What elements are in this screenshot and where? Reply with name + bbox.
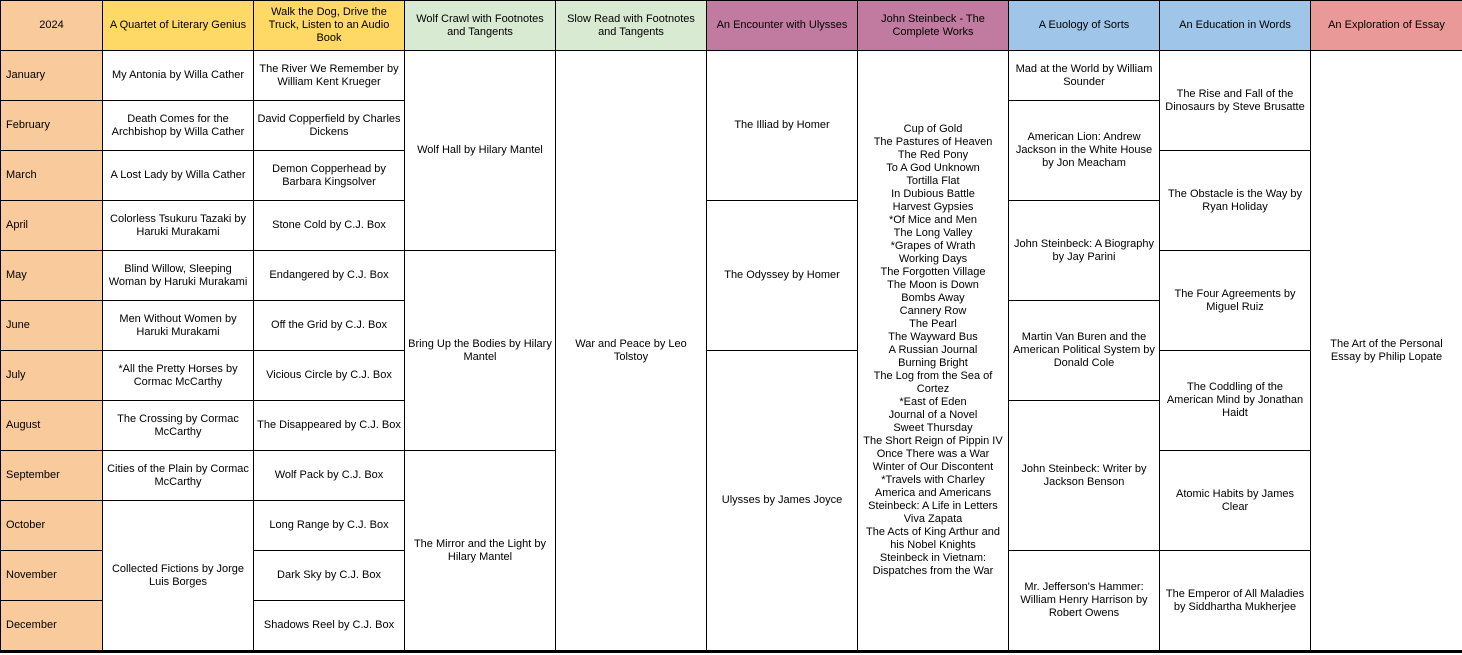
steinbeck-works-cell[interactable] xyxy=(858,51,1009,652)
steinbeck-work: Tortilla Flat xyxy=(906,175,960,187)
audio-cell[interactable]: Vicious Circle by C.J. Box xyxy=(254,351,405,401)
month-row xyxy=(1,51,1462,101)
steinbeck-work: *Of Mice and Men xyxy=(888,214,978,226)
header-audio-cell[interactable]: Walk the Dog, Drive the Truck, Listen to an Audio Book xyxy=(254,1,405,51)
steinbeck-work: The Short Reign of Pippin IV xyxy=(863,435,1003,447)
wolf-crawl-cell[interactable]: Wolf Hall by Hilary Mantel xyxy=(405,51,556,251)
month-cell-june[interactable]: June xyxy=(1,301,103,351)
header-year-cell[interactable]: 2024 xyxy=(1,1,103,51)
wolf-crawl-cell[interactable]: The Mirror and the Light by Hilary Mantel xyxy=(405,451,556,652)
header-education-cell[interactable]: An Education in Words xyxy=(1160,1,1311,51)
essay-cell[interactable]: The Art of the Personal Essay by Philip Lopate xyxy=(1311,51,1462,652)
steinbeck-work: The Log from the Sea of xyxy=(873,370,993,382)
header-slow-read-cell[interactable]: Slow Read with Footnotes and Tangents xyxy=(556,1,707,51)
header-ulysses-cell[interactable]: An Encounter with Ulysses xyxy=(707,1,858,51)
quartet-cell[interactable]: Death Comes for the Archbishop by Willa Cather xyxy=(103,101,254,151)
month-cell-february[interactable]: February xyxy=(1,101,103,151)
header-essay-cell[interactable]: An Exploration of Essay xyxy=(1311,1,1462,51)
steinbeck-work: Bombs Away xyxy=(901,292,965,304)
education-cell[interactable]: The Rise and Fall of the Dinosaurs by Steve Brusatte xyxy=(1160,51,1311,151)
steinbeck-work: Working Days xyxy=(898,253,968,265)
quartet-cell[interactable]: *All the Pretty Horses by Cormac McCarthy xyxy=(103,351,254,401)
steinbeck-work: Cortez xyxy=(916,383,950,395)
month-cell-november[interactable]: November xyxy=(1,551,103,601)
eulogy-cell[interactable]: Mad at the World by William Sounder xyxy=(1009,51,1160,101)
audio-cell[interactable]: David Copperfield by Charles Dickens xyxy=(254,101,405,151)
month-cell-january[interactable]: January xyxy=(1,51,103,101)
quartet-cell[interactable]: Collected Fictions by Jorge Luis Borges xyxy=(103,501,254,652)
audio-cell[interactable]: Shadows Reel by C.J. Box xyxy=(254,601,405,652)
month-cell-march[interactable]: March xyxy=(1,151,103,201)
steinbeck-work: The Acts of King Arthur and xyxy=(866,526,1000,538)
education-cell[interactable]: The Coddling of the American Mind by Jonathan Haidt xyxy=(1160,351,1311,451)
steinbeck-work: *East of Eden xyxy=(899,396,967,408)
steinbeck-work: Viva Zapata xyxy=(903,513,963,525)
education-cell[interactable]: The Obstacle is the Way by Ryan Holiday xyxy=(1160,151,1311,251)
steinbeck-work: The Red Pony xyxy=(897,149,969,161)
eulogy-cell[interactable]: Mr. Jefferson's Hammer: William Henry Harrison by Robert Owens xyxy=(1009,551,1160,652)
month-row xyxy=(1,351,1462,401)
steinbeck-work: Steinbeck in Vietnam: xyxy=(879,552,987,564)
steinbeck-work: Cup of Gold xyxy=(903,123,963,135)
audio-cell[interactable]: Wolf Pack by C.J. Box xyxy=(254,451,405,501)
header-row xyxy=(1,1,1462,51)
steinbeck-work: *Travels with Charley xyxy=(881,474,985,486)
quartet-cell[interactable]: Men Without Women by Haruki Murakami xyxy=(103,301,254,351)
quartet-cell[interactable]: My Antonia by Willa Cather xyxy=(103,51,254,101)
eulogy-cell[interactable]: American Lion: Andrew Jackson in the White House by Jon Meacham xyxy=(1009,101,1160,201)
education-cell[interactable]: The Emperor of All Maladies by Siddhartha Mukherjee xyxy=(1160,551,1311,652)
header-wolf-crawl-cell[interactable]: Wolf Crawl with Footnotes and Tangents xyxy=(405,1,556,51)
steinbeck-work: To A God Unknown xyxy=(886,162,980,174)
quartet-cell[interactable]: Blind Willow, Sleeping Woman by Haruki Murakami xyxy=(103,251,254,301)
month-cell-april[interactable]: April xyxy=(1,201,103,251)
steinbeck-work: The Moon is Down xyxy=(887,279,979,291)
audio-cell[interactable]: Endangered by C.J. Box xyxy=(254,251,405,301)
month-cell-september[interactable]: September xyxy=(1,451,103,501)
audio-cell[interactable]: Demon Copperhead by Barbara Kingsolver xyxy=(254,151,405,201)
eulogy-cell[interactable]: John Steinbeck: Writer by Jackson Benson xyxy=(1009,401,1160,551)
steinbeck-work: Journal of a Novel xyxy=(888,409,978,421)
ulysses-cell[interactable]: The Illiad by Homer xyxy=(707,51,858,201)
steinbeck-work: *Grapes of Wrath xyxy=(890,240,976,252)
steinbeck-work: Burning Bright xyxy=(898,357,968,369)
education-cell[interactable]: The Four Agreements by Miguel Ruiz xyxy=(1160,251,1311,351)
steinbeck-work: Sweet Thursday xyxy=(893,422,973,434)
month-cell-may[interactable]: May xyxy=(1,251,103,301)
steinbeck-work: The Wayward Bus xyxy=(888,331,978,343)
steinbeck-work: The Forgotten Village xyxy=(880,266,986,278)
steinbeck-work: The Pearl xyxy=(909,318,957,330)
education-cell[interactable]: Atomic Habits by James Clear xyxy=(1160,451,1311,551)
month-cell-december[interactable]: December xyxy=(1,601,103,652)
month-cell-august[interactable]: August xyxy=(1,401,103,451)
wolf-crawl-cell[interactable]: Bring Up the Bodies by Hilary Mantel xyxy=(405,251,556,451)
month-cell-july[interactable]: July xyxy=(1,351,103,401)
steinbeck-work: Cannery Row xyxy=(899,305,967,317)
steinbeck-work: Dispatches from the War xyxy=(872,565,994,577)
audio-cell[interactable]: Stone Cold by C.J. Box xyxy=(254,201,405,251)
steinbeck-work: Once There was a War xyxy=(876,448,990,460)
quartet-cell[interactable]: A Lost Lady by Willa Cather xyxy=(103,151,254,201)
steinbeck-work: In Dubious Battle xyxy=(891,188,975,200)
slow-read-cell[interactable]: War and Peace by Leo Tolstoy xyxy=(556,51,707,652)
eulogy-cell[interactable]: John Steinbeck: A Biography by Jay Parini xyxy=(1009,201,1160,301)
header-eulogy-cell[interactable]: A Euology of Sorts xyxy=(1009,1,1160,51)
audio-cell[interactable]: Off the Grid by C.J. Box xyxy=(254,301,405,351)
steinbeck-work: Steinbeck: A Life in Letters xyxy=(868,500,998,512)
eulogy-cell[interactable]: Martin Van Buren and the American Political System by Donald Cole xyxy=(1009,301,1160,401)
audio-cell[interactable]: The Disappeared by C.J. Box xyxy=(254,401,405,451)
steinbeck-work: A Russian Journal xyxy=(888,344,978,356)
steinbeck-work: The Pastures of Heaven xyxy=(873,136,993,148)
steinbeck-work: America and Americans xyxy=(874,487,992,499)
steinbeck-work: his Nobel Knights xyxy=(890,539,976,551)
steinbeck-work: Harvest Gypsies xyxy=(892,201,974,213)
quartet-cell[interactable]: Colorless Tsukuru Tazaki by Haruki Murakami xyxy=(103,201,254,251)
steinbeck-work: The Long Valley xyxy=(893,227,973,239)
ulysses-cell[interactable]: The Odyssey by Homer xyxy=(707,201,858,351)
ulysses-cell[interactable]: Ulysses by James Joyce xyxy=(707,351,858,652)
audio-cell[interactable]: The River We Remember by William Kent Krueger xyxy=(254,51,405,101)
header-steinbeck-cell[interactable]: John Steinbeck - The Complete Works xyxy=(858,1,1009,51)
audio-cell[interactable]: Dark Sky by C.J. Box xyxy=(254,551,405,601)
header-quartet-cell[interactable]: A Quartet of Literary Genius xyxy=(103,1,254,51)
quartet-cell[interactable]: The Crossing by Cormac McCarthy xyxy=(103,401,254,451)
audio-cell[interactable]: Long Range by C.J. Box xyxy=(254,501,405,551)
month-cell-october[interactable]: October xyxy=(1,501,103,551)
steinbeck-work: Winter of Our Discontent xyxy=(872,461,994,473)
quartet-cell[interactable]: Cities of the Plain by Cormac McCarthy xyxy=(103,451,254,501)
